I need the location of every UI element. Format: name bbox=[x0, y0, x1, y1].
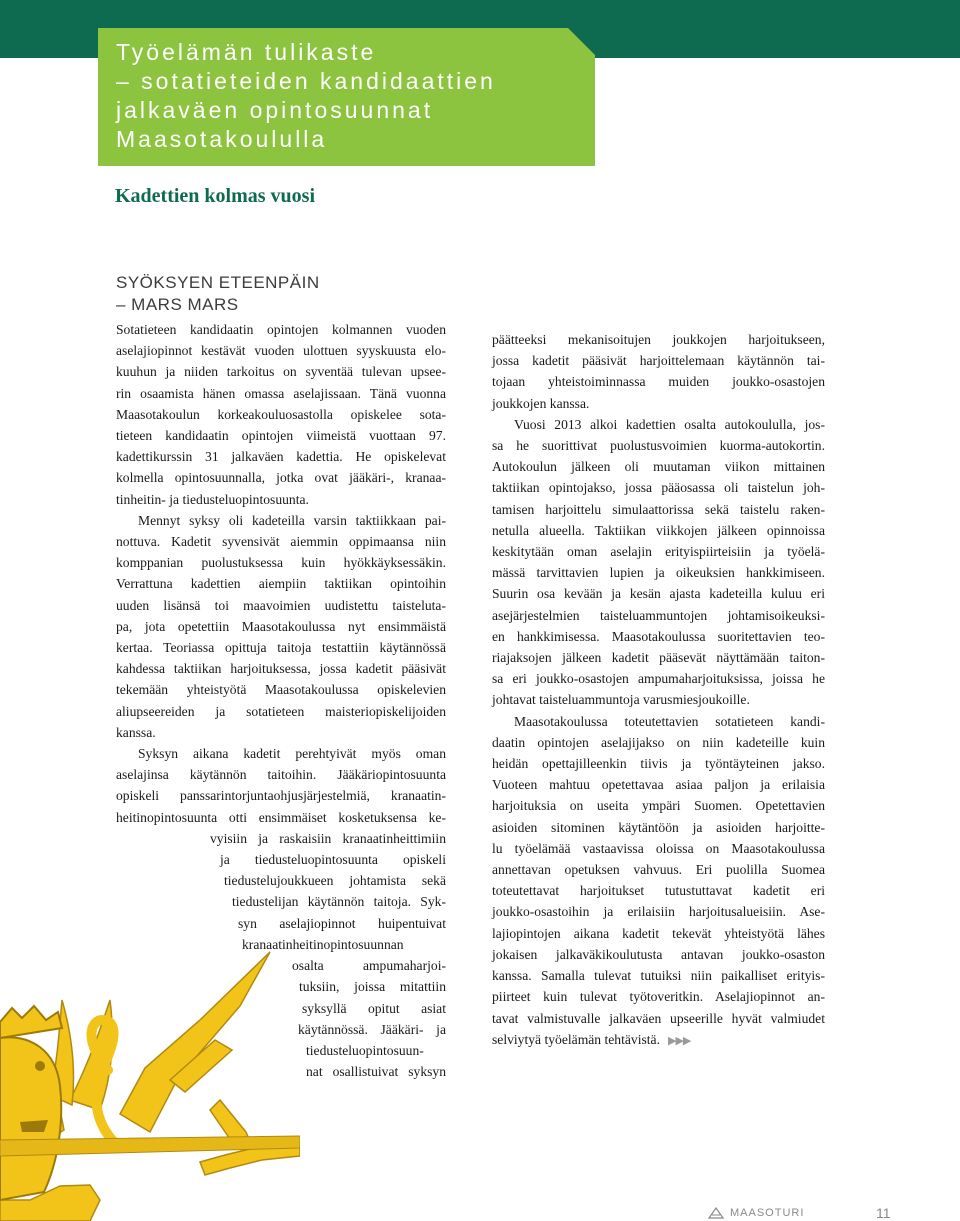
text-line: nat osallistuivat syksyn bbox=[306, 1064, 446, 1080]
text-line: jokaisen jalkaväkikoulutusta antavan joukko-osaston bbox=[492, 946, 825, 962]
text-line: mässä tarvittavien lupien ja oikeuksien hankkimiseen. bbox=[492, 565, 825, 581]
text-line: tinheitin- ja tiedusteluopintosuunta. bbox=[116, 491, 309, 507]
text-line: sa he suorittivat puolustusvoimien kuorma-autokortin. bbox=[492, 438, 825, 454]
title-line: Maasotakoululla bbox=[116, 126, 328, 152]
text-line: kahdessa taktiikan harjoituksessa, jossa kadetit pääsivät bbox=[116, 661, 446, 677]
text-line: tiedustelujoukkueen johtamista sekä bbox=[224, 873, 446, 889]
text-line: rin osaamista hänen omassa aselajissaan. Tänä vuonna bbox=[116, 385, 446, 401]
text-line: Mennyt syksy oli kadeteilla varsin taktiikkaan pai- bbox=[138, 512, 446, 528]
text-line: heidän opettajilleenkin tiivis ja työntäyteinen jakso. bbox=[492, 756, 825, 772]
text-line: netulla alueella. Taktiikan viikkojen jälkeen opinnoissa bbox=[492, 522, 825, 538]
text-line: ja tiedusteluopintosuunta opiskeli bbox=[220, 852, 446, 868]
text-line: Suurin osa kevään ja kesän ajasta kadeteilla kuluu eri bbox=[492, 586, 825, 602]
page-number: 11 bbox=[876, 1205, 891, 1221]
text-line: asioiden sitominen käytäntöön ja asioiden harjoitte- bbox=[492, 819, 825, 835]
title-line: jalkaväen opintosuunnat bbox=[116, 97, 434, 123]
text-line: toteutettavat harjoitukset tutustuttavat kadetit eri bbox=[492, 883, 825, 899]
text-line: joukkojen kanssa. bbox=[492, 395, 590, 411]
text-line: lu työelämää vastaavissa oloissa on Maasotakoulussa bbox=[492, 840, 825, 856]
logo-text: MAASOTURI bbox=[730, 1207, 805, 1219]
text-line: tavat valmistuvalle jalkaväen upseerille hyvät valmiudet bbox=[492, 1010, 825, 1026]
paragraph bbox=[116, 319, 446, 510]
text-line: taktiikan opintojakso, jossa pääosassa oli taistelun joh- bbox=[492, 480, 825, 496]
text-line: Vuoteen mahtuu opetettavaa asiaa paljon ja erilaisia bbox=[492, 777, 825, 793]
paragraph bbox=[492, 414, 825, 711]
text-line: joukko-osastoihin ja erilaisiin harjoitusalueisiin. Ase- bbox=[492, 904, 825, 920]
text-line: aselajinsa käytännön taitoihin. Jääkäriopintosuunta bbox=[116, 767, 446, 783]
text-line: uuden lisänsä toi maavoimien uudistettu taisteluta- bbox=[116, 597, 446, 613]
text-line: lajiopintojen aikana kadetit tekevät yhteistyötä lähes bbox=[492, 925, 825, 941]
text-line: Maasotakoulun korkeakouluosastolla opiskelee sota- bbox=[116, 406, 446, 422]
crest-icon bbox=[708, 1207, 724, 1219]
text-line: komppanian puolustuksessa kuin hyökkäyksessäkin. bbox=[116, 555, 446, 571]
text-line: kertaa. Teoriassa opittuja taitoja testattiin käytännössä bbox=[116, 640, 446, 656]
text-line: en hankkimisessa. Maasotakoulussa suoritettavien teo- bbox=[492, 628, 825, 644]
text-line: tojaan yhteistoiminnassa muiden joukko-osastojen bbox=[492, 374, 825, 390]
text-line: tekemään yhteistyötä Maasotakoulussa opiskelevien bbox=[116, 682, 446, 698]
paragraph bbox=[116, 510, 446, 743]
section-heading-line: – MARS MARS bbox=[116, 295, 239, 314]
text-line: nottuva. Kadetit syvensivät aiemmin oppimaansa niin bbox=[116, 534, 446, 550]
text-line: kolmella opintosuunnalla, jotka ovat jääkäri-, kranaa- bbox=[116, 470, 446, 486]
article-subtitle: Kadettien kolmas vuosi bbox=[115, 185, 316, 207]
text-line: Autokoulun jälkeen oli muutaman viikon mittainen bbox=[492, 459, 825, 475]
text-line: tamisen harjoittelu simulaattorissa sekä taistelu raken- bbox=[492, 501, 825, 517]
last-line-text: selviytyä työelämän tehtävistä. bbox=[492, 1031, 660, 1047]
section-heading-line: SYÖKSYEN ETEENPÄIN bbox=[116, 273, 320, 292]
text-line: sa eri joukko-osastojen ampumaharjoituksissa, joissa he bbox=[492, 671, 825, 687]
text-line: asejärjestelmien taisteluammuntojen johtamisoikeuksi- bbox=[492, 607, 825, 623]
end-mark-icon: ▶▶▶ bbox=[667, 1033, 691, 1047]
text-line: piirteet kuin tulevat työtoveritkin. Aselajiopinnot an- bbox=[492, 989, 825, 1005]
paragraph bbox=[492, 329, 825, 414]
paragraph bbox=[492, 711, 825, 1051]
text-line: Syksyn aikana kadetit perehtyivät myös oman bbox=[138, 746, 446, 762]
text-line: aselajiopinnot kestävät vuoden ulottuen syyskuusta elo- bbox=[116, 343, 446, 359]
section-heading bbox=[116, 272, 320, 316]
text-line: syksyllä opitut asiat bbox=[302, 1000, 446, 1016]
text-line: päätteeksi mekanisoitujen joukkojen harjoitukseen, bbox=[492, 332, 825, 347]
text-line: osalta ampumaharjoi- bbox=[292, 958, 446, 974]
text-line: tiedustelijan käytännön taitoja. Syk- bbox=[232, 894, 446, 910]
text-line: kanssa. Samalla tulevat tutuiksi niin paikalliset erityis- bbox=[492, 968, 825, 984]
text-line: aliupseereiden ja sotatieteen maisteriopiskelijoiden bbox=[116, 703, 446, 719]
text-line: Verrattuna kadettien aiempiin taktiikan opintoihin bbox=[116, 576, 446, 592]
right-column bbox=[492, 329, 825, 1051]
text-line: opiskeli panssarintorjuntaohjusjärjestelmiä, kranaatin- bbox=[116, 788, 446, 804]
text-line: Maasotakoulussa toteutettavien sotatieteen kandi- bbox=[514, 713, 825, 729]
text-line: annettavan opetuksen vahvuus. Eri puolilla Suomea bbox=[492, 862, 825, 878]
text-line: daatin opintojen aselajijakso on niin kadeteille kuin bbox=[492, 734, 825, 750]
text-line: tieteen kandidaatin opintojen viimeistä vuottaan 97. bbox=[116, 428, 446, 444]
text-line: jossa kadetit pääsivät harjoittelemaan käytännön tai- bbox=[492, 353, 825, 369]
paragraph bbox=[116, 743, 446, 1082]
text-line: Sotatieteen kandidaatin opintojen kolmannen vuoden bbox=[116, 322, 446, 337]
text-line: kuuhun ja niiden tarkoitus on syventää tulevan upsee- bbox=[116, 364, 446, 380]
text-line: tiedusteluopintosuun- bbox=[306, 1042, 424, 1058]
left-column bbox=[116, 319, 446, 1082]
text-line: keskitytään oman aselajin erityispiirteisiin ja työelä- bbox=[492, 544, 825, 560]
title-line: – sotatieteiden kandidaattien bbox=[116, 68, 496, 94]
magazine-logo bbox=[708, 1207, 804, 1219]
text-line: Vuosi 2013 alkoi kadettien osalta autokoululla, jos- bbox=[514, 416, 825, 432]
text-line: harjoituksia on useita ympäri Suomen. Opetettavien bbox=[492, 798, 825, 814]
text-line: käytännössä. Jääkäri- ja bbox=[298, 1021, 446, 1037]
text-line: kranaatinheitinopintosuunnan bbox=[242, 936, 404, 952]
text-line: heitinopintosuunta otti ensimmäiset kosketuksensa ke- bbox=[116, 809, 446, 825]
text-line: riajaksojen jälkeen kadetit pääsevät näyttämään taiton- bbox=[492, 650, 825, 666]
text-line: johtavat taisteluammuntoja varusmiesjoukoille. bbox=[492, 692, 750, 708]
article-title bbox=[116, 38, 586, 154]
text-line bbox=[492, 1029, 825, 1051]
title-line: Työelämän tulikaste bbox=[116, 39, 377, 65]
text-line: pa, jota opetettiin Maasotakoulussa nyt ensimmäistä bbox=[116, 618, 446, 634]
text-line: syn aselajiopinnot huipentuivat bbox=[238, 915, 446, 931]
text-line: vyisiin ja raskaisiin kranaatinheittimiin bbox=[210, 830, 446, 846]
text-line: kanssa. bbox=[116, 724, 156, 740]
text-line: tuksiin, joissa mitattiin bbox=[299, 979, 446, 995]
text-line: kadettikurssin 31 jalkaväen kadettia. He opiskelevat bbox=[116, 449, 446, 465]
